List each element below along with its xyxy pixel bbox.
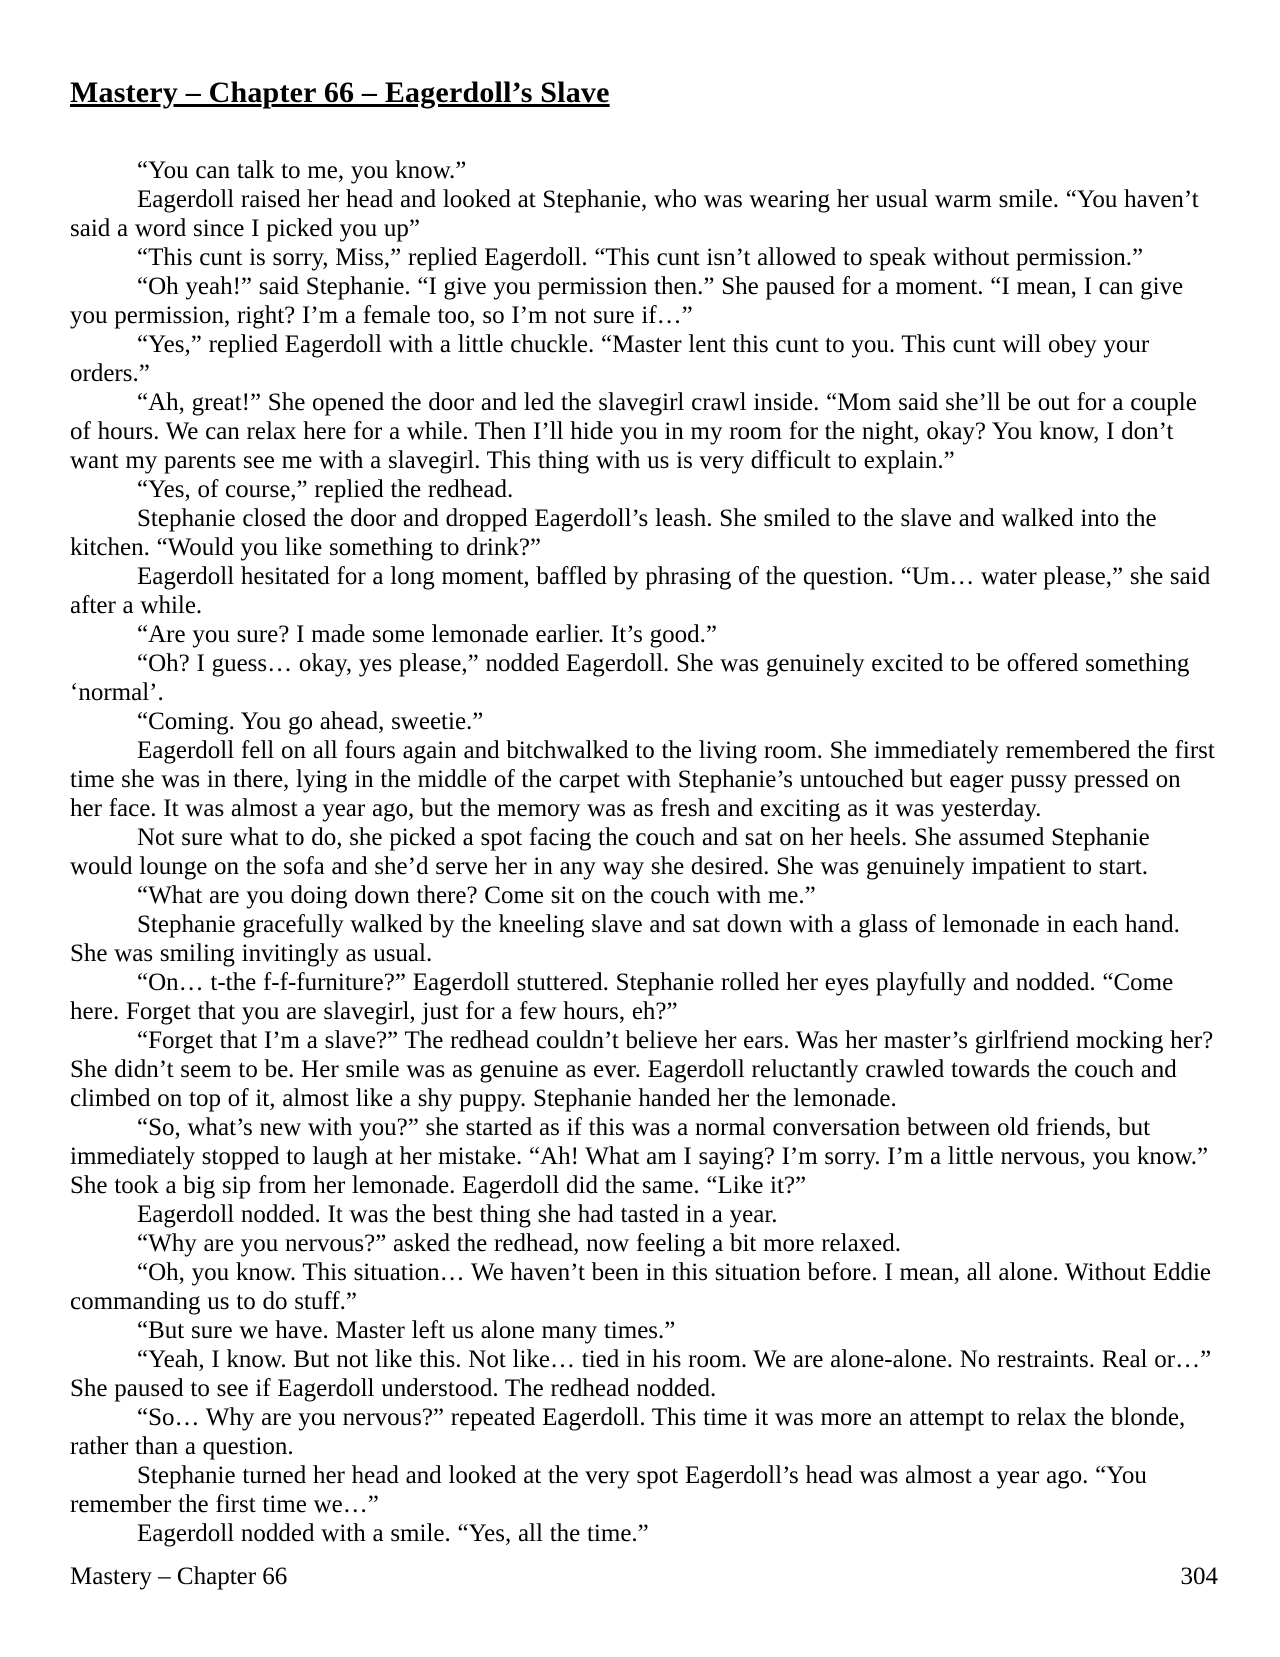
paragraph: Eagerdoll raised her head and looked at Stephanie, who was wearing her usual warm smile. “You haven’t said a word since I picked you up” (70, 186, 1199, 242)
paragraph: Eagerdoll fell on all fours again and bitchwalked to the living room. She immediately remembered the first time she was in there, lying in the middle of the carpet with Stephanie’s untouched but eager pussy pressed on her face. It was almost a year ago, but the memory was as fresh and exciting as it was yesterday. (70, 737, 1215, 822)
page-title-text: Mastery – Chapter 66 – Eagerdoll’s Slave (70, 76, 610, 109)
paragraph: Eagerdoll hesitated for a long moment, baffled by phrasing of the question. “Um… water please,” she said after a while. (70, 563, 1211, 619)
paragraph: “Yeah, I know. But not like this. Not like… tied in his room. We are alone-alone. No restraints. Real or…” She paused to see if Eagerdoll understood. The redhead nodded. (70, 1346, 1212, 1402)
paragraph: “So… Why are you nervous?” repeated Eagerdoll. This time it was more an attempt to relax the blonde, rather than a question. (70, 1404, 1186, 1460)
paragraph: “Forget that I’m a slave?” The redhead couldn’t believe her ears. Was her master’s girlfriend mocking her? She didn’t seem to be. Her smile was as genuine as ever. Eagerdoll reluctantly crawled towards the couch and climbed on top of it, almost like a shy puppy. Stephanie handed her the lemonade. (70, 1027, 1214, 1112)
paragraph: “Yes, of course,” replied the redhead. (137, 476, 514, 503)
paragraph: “Ah, great!” She opened the door and led the slavegirl crawl inside. “Mom said she’ll be out for a couple of hours. We can relax here for a while. Then I’ll hide you in my room for the night, okay? You know, I don’t want my parents see me with a slavegirl. This thing with us is very difficult to explain.” (70, 389, 1197, 474)
page-title (70, 76, 1218, 110)
paragraph: Eagerdoll nodded with a smile. “Yes, all the time.” (137, 1520, 649, 1547)
paragraph: “On… t-the f-f-furniture?” Eagerdoll stuttered. Stephanie rolled her eyes playfully and nodded. “Come here. Forget that you are slavegirl, just for a few hours, eh?” (70, 969, 1174, 1025)
paragraph: “Coming. You go ahead, sweetie.” (137, 708, 484, 735)
paragraph: “Are you sure? I made some lemonade earlier. It’s good.” (137, 621, 717, 648)
paragraph: Not sure what to do, she picked a spot facing the couch and sat on her heels. She assumed Stephanie would lounge on the sofa and she’d serve her in any way she desired. She was genuinely impatient to start. (70, 824, 1150, 880)
paragraph: “Oh yeah!” said Stephanie. “I give you permission then.” She paused for a moment. “I mean, I can give you permission, right? I’m a female too, so I’m not sure if…” (70, 273, 1184, 329)
paragraph: “Why are you nervous?” asked the redhead, now feeling a bit more relaxed. (137, 1230, 902, 1257)
paragraph: “Oh? I guess… okay, yes please,” nodded Eagerdoll. She was genuinely excited to be offered something ‘normal’. (70, 650, 1190, 706)
paragraph: Stephanie gracefully walked by the kneeling slave and sat down with a glass of lemonade in each hand. She was smiling invitingly as usual. (70, 911, 1180, 967)
footer-page-number: 304 (1180, 1563, 1218, 1590)
paragraph: “Yes,” replied Eagerdoll with a little chuckle. “Master lent this cunt to you. This cunt will obey your orders.” (70, 331, 1150, 387)
paragraph: “But sure we have. Master left us alone many times.” (137, 1317, 676, 1344)
paragraph: “So, what’s new with you?” she started as if this was a normal conversation between old friends, but immediately stopped to laugh at her mistake. “Ah! What am I saying? I’m sorry. I’m a little nervous, you know.” She took a big sip from her lemonade. Eagerdoll did the same. “Like it?” (70, 1114, 1209, 1199)
page-footer (70, 1562, 1218, 1591)
paragraph: Stephanie closed the door and dropped Eagerdoll’s leash. She smiled to the slave and walked into the kitchen. “Would you like something to drink?” (70, 505, 1157, 561)
paragraph: Stephanie turned her head and looked at the very spot Eagerdoll’s head was almost a year ago. “You remember the first time we…” (70, 1462, 1147, 1518)
paragraph: “Oh, you know. This situation… We haven’t been in this situation before. I mean, all alone. Without Eddie commanding us to do stuff.” (70, 1259, 1212, 1315)
paragraph: Eagerdoll nodded. It was the best thing she had tasted in a year. (137, 1201, 778, 1228)
paragraph: “You can talk to me, you know.” (137, 157, 467, 184)
document-body (70, 156, 1218, 1548)
paragraph: “This cunt is sorry, Miss,” replied Eagerdoll. “This cunt isn’t allowed to speak without permission.” (137, 244, 1144, 271)
footer-running-title: Mastery – Chapter 66 (70, 1563, 288, 1590)
paragraph: “What are you doing down there? Come sit on the couch with me.” (137, 882, 816, 909)
